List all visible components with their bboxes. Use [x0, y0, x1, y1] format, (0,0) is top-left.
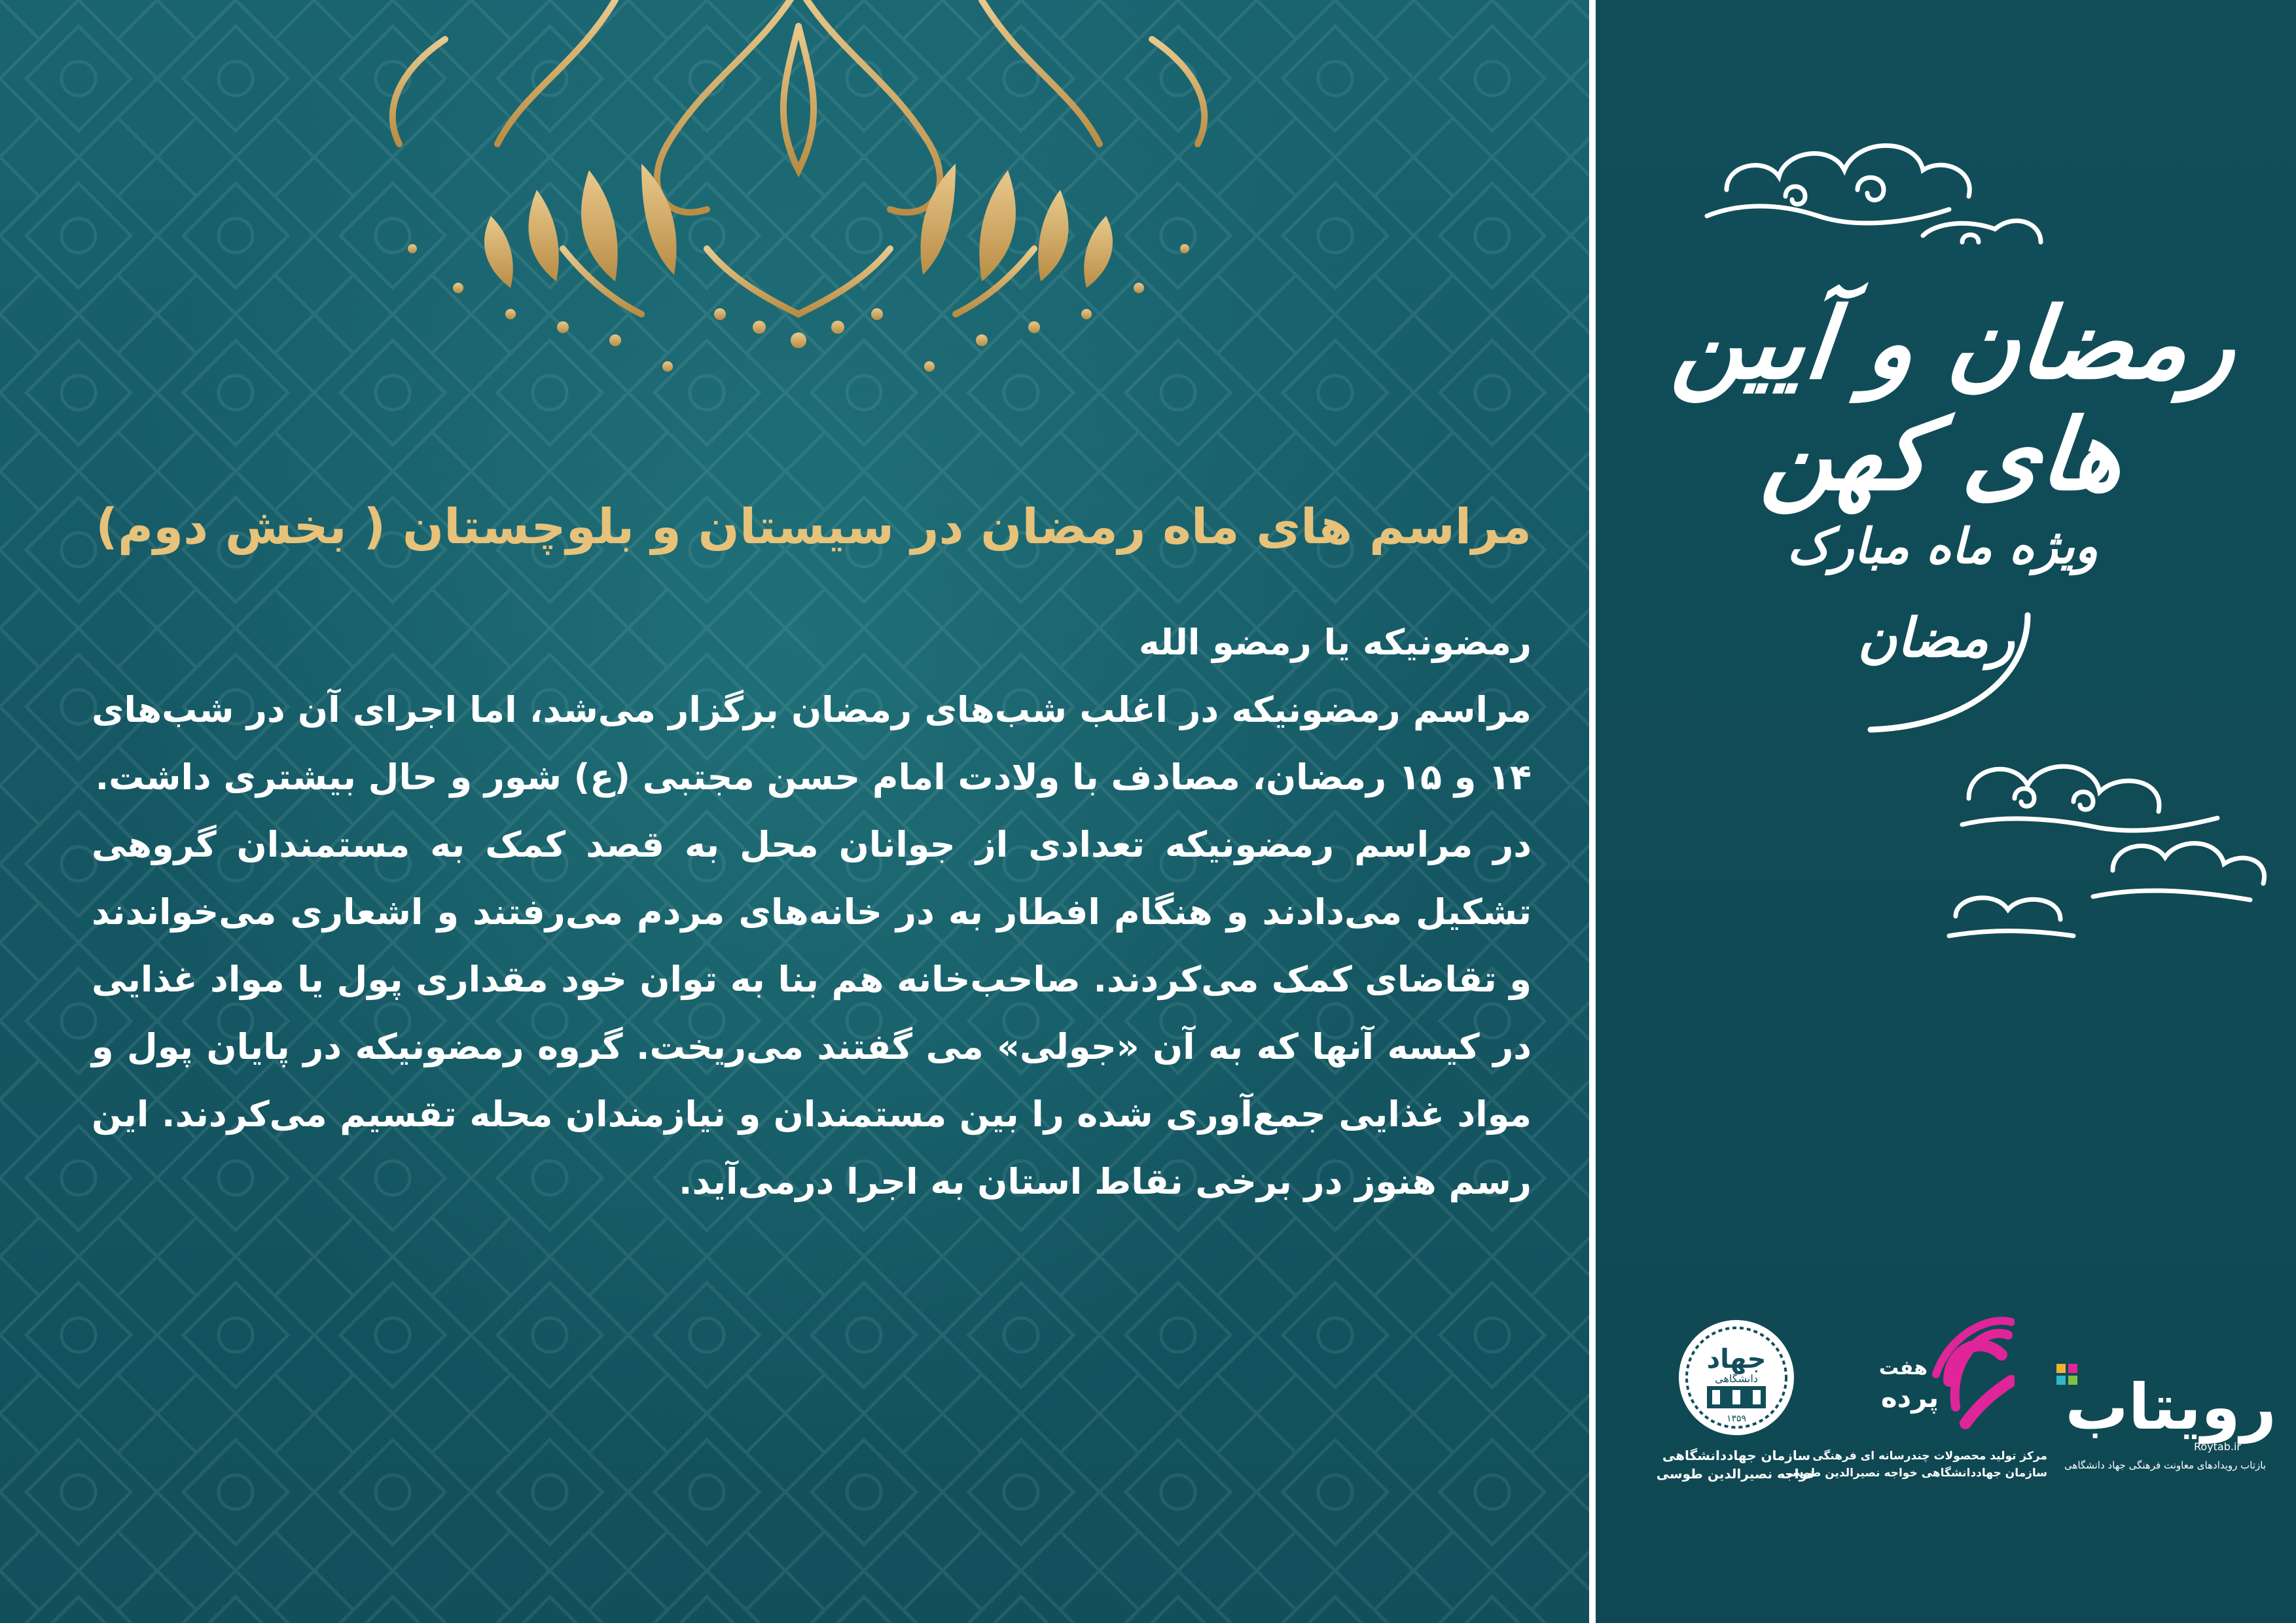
golden-mandala-ornament: [249, 0, 1348, 406]
series-sidebar: [1596, 0, 2296, 1623]
haftparde-logo: [1851, 1309, 2015, 1440]
article-title: مراسم های ماه رمضان در سیستان و بلوچستان ( بخش دوم): [96, 499, 1532, 555]
cloud-ornament-icon: [1943, 740, 2283, 955]
series-subtitle: ویژه ماه مبارک: [1787, 518, 2098, 575]
haftparde-caption-1: مرکز تولید محصولات چندرسانه ای فرهنگی: [1812, 1450, 2047, 1463]
article-paragraph: مراسم رمضونیکه در اغلب شب‌های رمضان برگزار می‌شد، اما اجرای آن در شب‌های ۱۴ و ۱۵ رمضان، مصادف با ولادت امام حسن مجتبی (ع) شور و حال بیشتری داشت.: [92, 689, 1532, 798]
haftparde-word-2: پرده: [1880, 1382, 1939, 1414]
jahad-emblem-sub: دانشگاهی: [1715, 1372, 1758, 1385]
cloud-ornament-icon: [1687, 92, 2054, 262]
roytab-domain: Roytab.ir: [2194, 1440, 2241, 1453]
jahad-caption-1: سازمان جهاددانشگاهی: [1662, 1448, 1811, 1463]
article-body: [92, 609, 1532, 1427]
series-subtitle-ramadan: رمضان: [1857, 607, 2015, 669]
jahad-caption-2: خواجه نصیرالدین طوسی: [1656, 1466, 1817, 1482]
jahad-year: ۱۳۵۹: [1726, 1414, 1747, 1424]
roytab-caption: بازتاب رویدادهای معاونت فرهنگی جهاد دانشگاهی: [2064, 1459, 2267, 1471]
series-title: رمضان و آیین های کهن: [1668, 286, 2242, 512]
jahad-daneshgahi-logo: [1674, 1315, 1799, 1440]
panel-divider: [1589, 0, 1596, 1623]
haftparde-caption-2: سازمان جهاددانشگاهی خواجه نصیرالدین طوسی: [1781, 1467, 2047, 1480]
article-paragraph-heading: رمضونیکه یا رمضو الله: [1138, 622, 1532, 663]
jahad-emblem-text: جهاد: [1706, 1344, 1767, 1374]
roytab-name: رویتاب: [2065, 1370, 2276, 1444]
article-paragraph: در مراسم رمضونیکه تعدادی از جوانان محل به قصد کمک به مستمندان گروهی تشکیل می‌دادند و هنگام افطار به در خانه‌های مردم می‌رفتند و اشعاری می‌خواندند و تقاضای کمک می‌کردند. صاحب‌خانه هم بنا به توان خود مقداری پول یا مواد غذایی در کیسه آنها که به آن «جولی» می گفتند می‌ریخت. گروه رمضونیکه در پایان پول و مواد غذایی جمع‌آوری شده را بین مستمندان و نیازمندان محله تقسیم می‌کردند. این رسم هنوز در برخی نقاط استان به اجرا درمی‌آید.: [92, 824, 1532, 1202]
haftparde-word-1: هفت: [1878, 1357, 1928, 1380]
